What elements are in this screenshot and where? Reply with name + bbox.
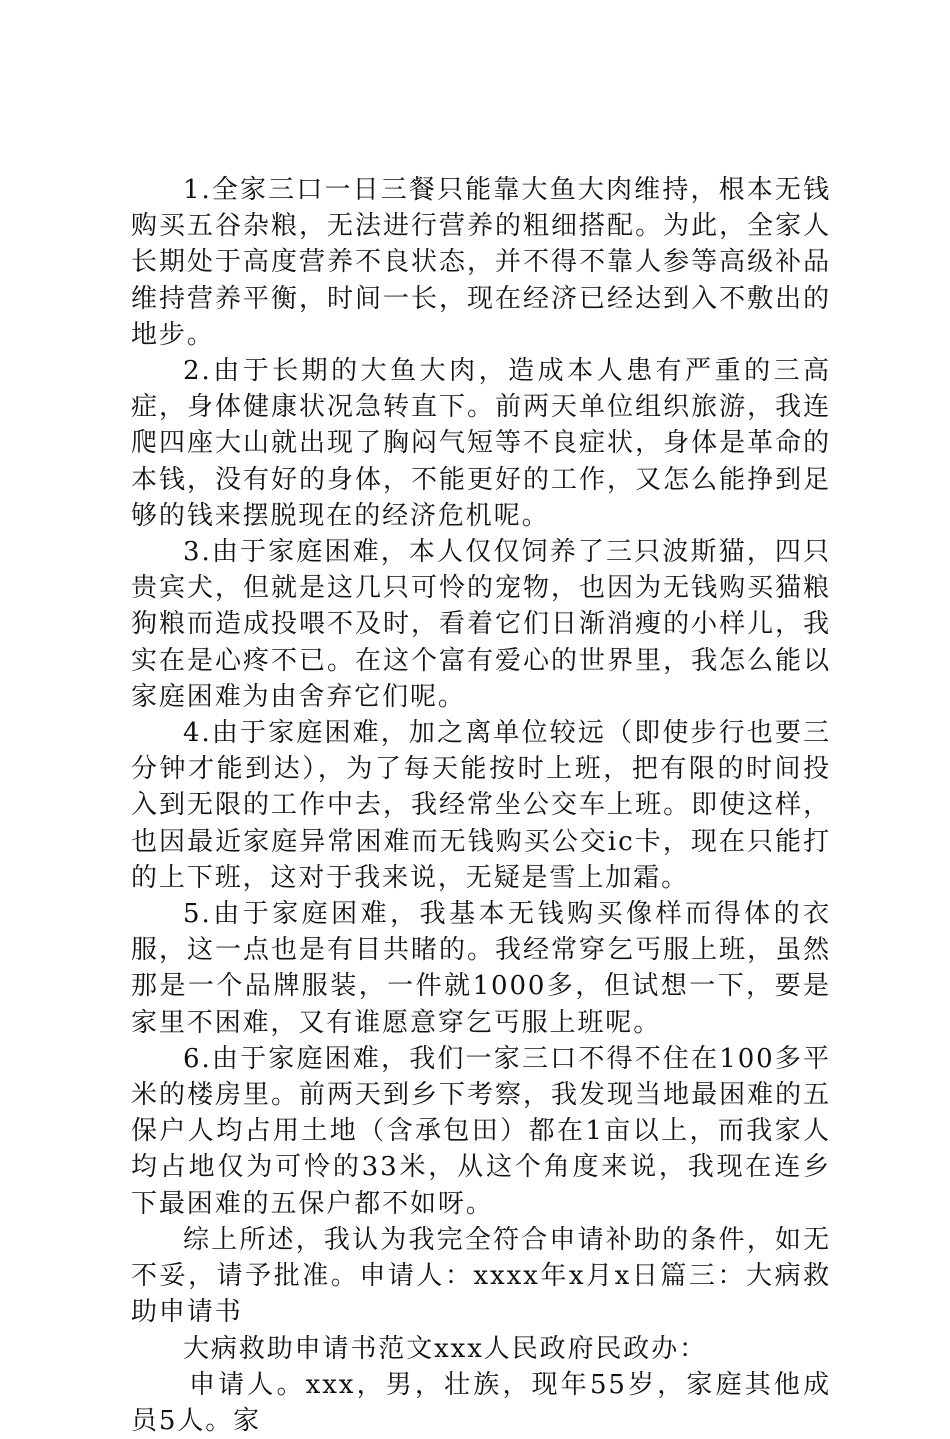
document-body — [131, 172, 831, 1439]
paragraph-item-2: 2.由于长期的大鱼大肉，造成本人患有严重的三高症，身体健康状况急转直下。前两天单位组织旅游，我连爬四座大山就出现了胸闷气短等不良症状，身体是革命的本钱，没有好的身体，不能更好的工作，又怎么能挣到足够的钱来摆脱现在的经济危机呢。 — [131, 356, 831, 531]
paragraph-item-4: 4.由于家庭困难，加之离单位较远（即使步行也要三分钟才能到达），为了每天能按时上班，把有限的时间投入到无限的工作中去，我经常坐公交车上班。即使这样，也因最近家庭异常困难而无钱购买公交ic卡，现在只能打的上下班，这对于我来说，无疑是雪上加霜。 — [131, 718, 831, 893]
paragraph-item-3: 3.由于家庭困难，本人仅仅饲养了三只波斯猫，四只贵宾犬，但就是这几只可怜的宠物，也因为无钱购买猫粮狗粮而造成投喂不及时，看着它们日渐消瘦的小样儿，我实在是心疼不已。在这个富有爱心的世界里，我怎么能以家庭困难为由舍弃它们呢。 — [131, 537, 831, 712]
paragraph-item-5: 5.由于家庭困难，我基本无钱购买像样而得体的衣服，这一点也是有目共睹的。我经常穿乞丐服上班，虽然那是一个品牌服装，一件就1000多，但试想一下，要是家里不困难，又有谁愿意穿乞丐服上班呢。 — [131, 899, 831, 1038]
paragraph-item-1: 1.全家三口一日三餐只能靠大鱼大肉维持，根本无钱购买五谷杂粮，无法进行营养的粗细搭配。为此，全家人长期处于高度营养不良状态，并不得不靠人参等高级补品维持营养平衡，时间一长，现在经济已经达到入不敷出的地步。 — [131, 175, 831, 350]
summary-paragraph: 综上所述，我认为我完全符合申请补助的条件，如无不妥，请予批准。申请人：xxxx年x月x日篇三：大病救助申请书 — [131, 1224, 831, 1328]
applicant-paragraph: 申请人。xxx，男，壮族，现年55岁，家庭其他成员5人。家 — [131, 1369, 831, 1436]
paragraph-item-6: 6.由于家庭困难，我们一家三口不得不住在100多平米的楼房里。前两天到乡下考察，我发现当地最困难的五保户人均占用土地（含承包田）都在1亩以上，而我家人均占地仅为可怜的33米，从这个角度来说，我现在连乡下最困难的五保户都不如呀。 — [131, 1043, 831, 1219]
section-heading-paragraph: 大病救助申请书范文xxx人民政府民政办： — [183, 1333, 707, 1364]
